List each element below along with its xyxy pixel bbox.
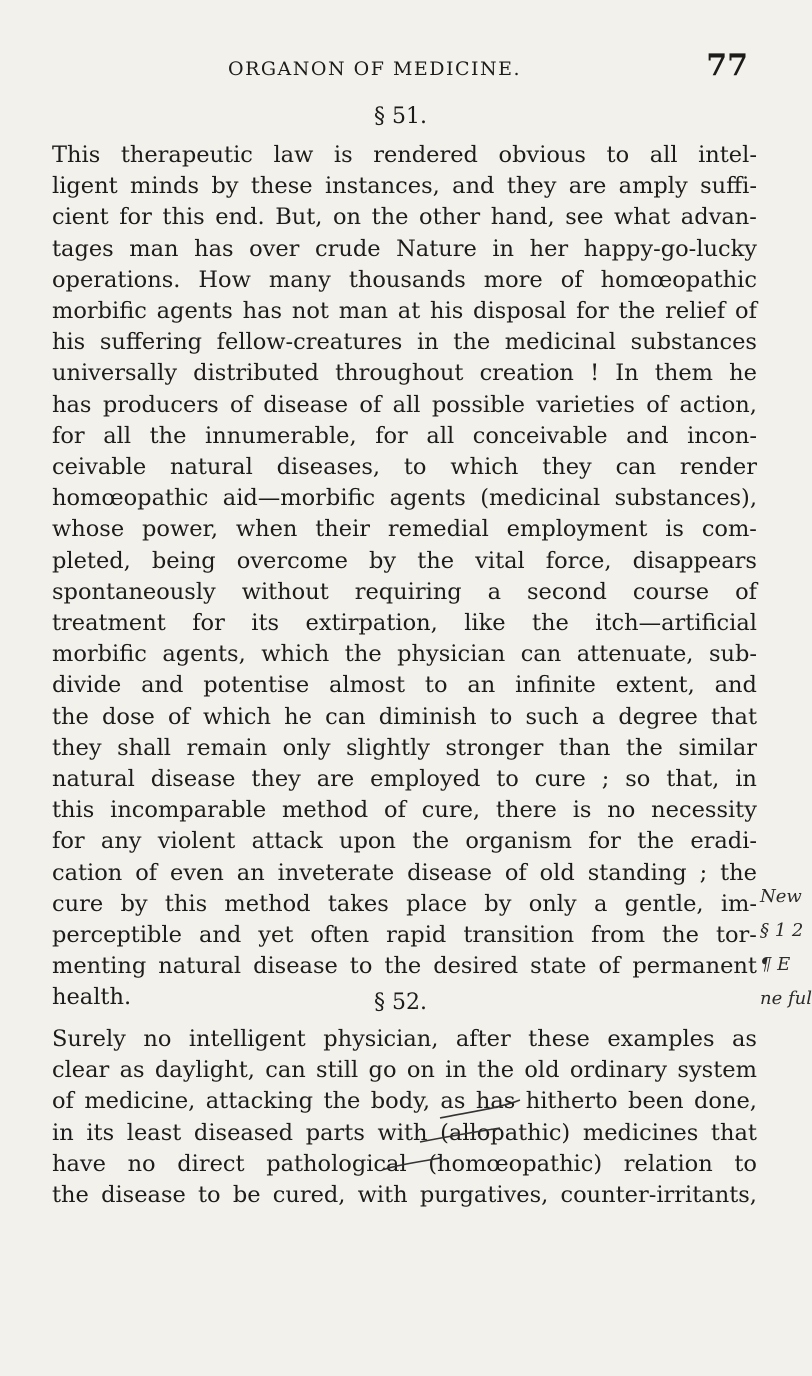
text-line: pleted, being overcome by the vital force, disappears xyxy=(52,547,757,574)
text-line: Surely no intelligent physician, after these examples as xyxy=(52,1026,757,1052)
text-line: tages man has over crude Nature in her happy-go-lucky xyxy=(52,235,757,262)
text-line: whose power, when their remedial employment is com- xyxy=(52,516,757,543)
text-line: have no direct pathological (homœopathic) relation to xyxy=(52,1150,757,1177)
margin-note-line: ne ful xyxy=(760,988,812,1009)
text-line: in its least diseased parts with (allopathic) medicines that xyxy=(52,1119,757,1146)
text-line: cient for this end. But, on the other hand, see what advan- xyxy=(52,204,757,231)
text-line: natural disease they are employed to cure ; so that, in xyxy=(52,766,757,793)
text-line: universally distributed throughout creation ! In them he xyxy=(52,360,757,387)
section-51-heading: § 51. xyxy=(374,104,427,129)
text-line: for any violent attack upon the organism for the eradi- xyxy=(52,828,757,855)
text-line: spontaneously without requiring a second course of xyxy=(52,578,757,605)
text-line: his suffering fellow-creatures in the medicinal substances xyxy=(52,329,757,356)
text-line: perceptible and yet often rapid transition from the tor- xyxy=(52,922,757,949)
text-line: treatment for its extirpation, like the itch—artificial xyxy=(52,610,757,637)
text-line: operations. How many thousands more of homœopathic xyxy=(52,266,757,293)
page-header xyxy=(228,48,748,83)
text-line: This therapeutic law is rendered obvious to all intel- xyxy=(52,142,757,168)
text-line: menting natural disease to the desired state of permanent xyxy=(52,953,757,980)
text-line: divide and potentise almost to an infinite extent, and xyxy=(52,672,757,699)
text-line: this incomparable method of cure, there is no necessity xyxy=(52,797,757,824)
margin-note-line: § 1 2 xyxy=(760,920,804,941)
text-line: of medicine, attacking the body, as has hitherto been done, xyxy=(52,1088,757,1115)
text-line: homœopathic aid—morbific agents (medicinal substances), xyxy=(52,485,757,512)
section-52-heading: § 52. xyxy=(374,990,427,1015)
margin-note-line: ¶ E xyxy=(760,954,791,975)
text-line: cure by this method takes place by only a gentle, im- xyxy=(52,890,757,917)
handwritten-margin-note xyxy=(760,880,812,1016)
text-line: cation of even an inveterate disease of old standing ; the xyxy=(52,859,757,886)
text-line: for all the innumerable, for all conceivable and incon- xyxy=(52,422,757,449)
text-line: morbific agents has not man at his disposal for the relief of xyxy=(52,298,757,325)
section-51-body xyxy=(52,140,757,1014)
text-line: they shall remain only slightly stronger than the similar xyxy=(52,734,757,761)
running-title: ORGANON OF MEDICINE. xyxy=(228,58,522,80)
margin-note-line: New xyxy=(760,886,802,907)
text-line: the disease to be cured, with purgatives, counter-irritants, xyxy=(52,1182,757,1209)
text-line: health. xyxy=(52,984,132,1011)
page-number: 77 xyxy=(706,48,748,83)
text-line: has producers of disease of all possible varieties of action, xyxy=(52,391,757,418)
text-line: the dose of which he can diminish to such a degree that xyxy=(52,703,757,730)
pen-strike-scribble xyxy=(380,1098,560,1178)
text-line: morbific agents, which the physician can attenuate, sub- xyxy=(52,641,757,668)
text-line: clear as daylight, can still go on in the old ordinary system xyxy=(52,1057,757,1084)
text-line: ceivable natural diseases, to which they can render xyxy=(52,454,757,481)
text-line: ligent minds by these instances, and they are amply suffi- xyxy=(52,173,757,200)
